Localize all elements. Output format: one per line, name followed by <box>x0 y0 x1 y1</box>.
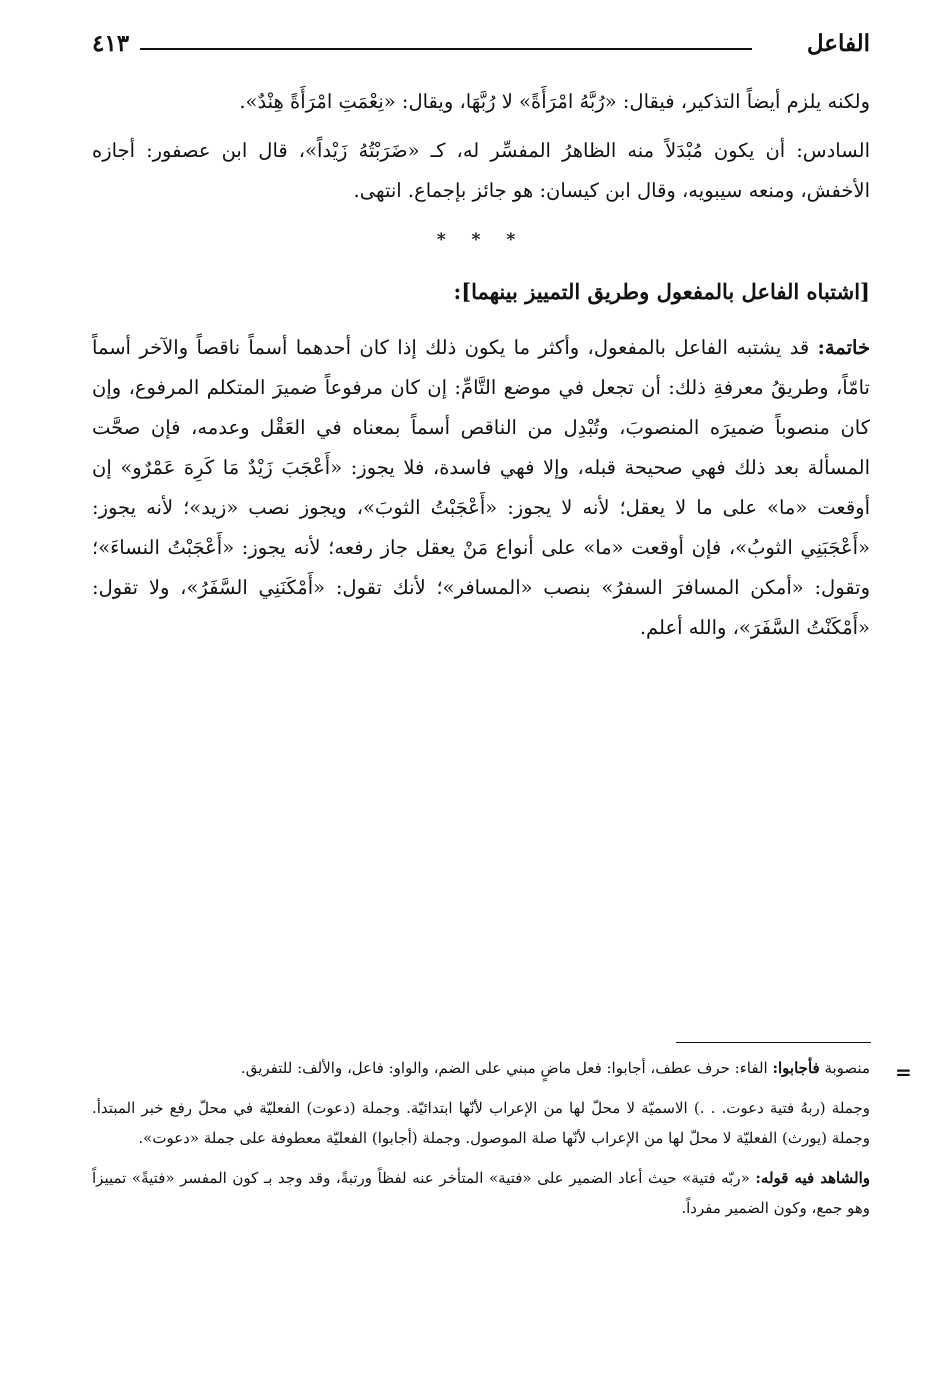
footnote-continuation-mark: = <box>895 1060 912 1084</box>
footnote-lead-ajabu: فأجابوا: <box>772 1059 820 1077</box>
running-head <box>92 28 870 68</box>
section-separator: * * * <box>436 230 526 250</box>
footnote-pre: منصوبة <box>819 1059 870 1077</box>
section-heading: [اشتباه الفاعل بالمفعول وطريق التمييز بينهما]: <box>453 279 870 304</box>
footnote-text-ajabu: الفاء: حرف عطف، أجابوا: فعل ماضٍ مبني على الضم، والواو: فاعل، والألف: للتفريق. <box>240 1059 773 1077</box>
header-rule <box>140 48 752 50</box>
paragraph-tadhkir: ولكنه يلزم أيضاً التذكير، فيقال: «رُبَّهُ امْرَأَةً» لا رُبَّهَا، ويقال: «نِعْمَتِ امْرَأَةً هِنْدٌ». <box>239 90 870 113</box>
conclusion-lead: خاتمة: <box>817 336 871 359</box>
footnote-text-shahid: «ربّه فتية» حيث أعاد الضمير على «فتية» المتأخر عنه لفظاً ورتبةً، وقد وجد بـ كون المفسر «فتيةً» تمييزاً وهو جمع، وكون الضمير مفرداً. <box>92 1169 870 1217</box>
conclusion-text: قد يشتبه الفاعل بالمفعول، وأكثر ما يكون ذلك إذا كان أحدهما أسماً ناقصاً والآخر أسماً تامّاً، وطريقُ معرفةِ ذلك: أن تجعل في موضع التَّامِّ: إن كان مرفوعاً ضميرَ المتكلم المرفوع، وإن كان منصوباً ضميرَه المنصوبَ، وتُبْدِل من الناقص أسماً بمعناه في العَقْل وعدمه، فإن صحَّت المسألة بعد ذلك فهي صحيحة قبله، وإلا فهي فاسدة، فلا يجوز: «أَعْجَبَ زَيْدٌ مَا كَرِهَ عَمْرٌو» إن أوقعت «ما» على ما لا يعقل؛ لأنه لا يجوز: «أَعْجَبْتُ الثوبَ»، ويجوز نصب «زيد»؛ لأنه يجوز: «أَعْجَبَنِي الثوبُ»، فإن أوقعت «ما» على أنواع مَنْ يعقل جاز رفعه؛ لأنه يجوز: «أَعْجَبْتُ النساءَ»؛ وتقول: «أمكن المسافرَ السفرُ» بنصب «المسافر»؛ لأنك تقول: «أَمْكَنَنِي السَّفَرُ»، ولا تقول: «أَمْكَنْتُ السَّفَرَ»، والله أعلم. <box>92 336 870 639</box>
footnote-sentences: وجملة (ربهُ فتية دعوت. . .) الاسميّة لا محلّ لها من الإعراب لأنّها ابتدائيّة. وجملة (دعوت) الفعليّة في محلّ رفع خبر المبتدأ. وجملة (يورث) الفعليّة لا محلّ لها من الإعراب لأنّها صلة الموصول. وجملة (أجابوا) الفعليّة معطوفة على جملة «دعوت». <box>92 1099 870 1147</box>
paragraph-sixth-case: السادس: أن يكون مُبْدَلاً منه الظاهرُ المفسِّر له، كـ «ضَرَبْتُهُ زَيْداً»، قال ابن عصفور: أجازه الأخفش، ومنعه سيبويه، وقال ابن كيسان: هو جائز بإجماع. انتهى. <box>92 139 870 202</box>
page-number: ٤١٣ <box>92 30 130 57</box>
main-text <box>92 82 870 657</box>
footnote-rule <box>676 1042 871 1043</box>
paragraph-conclusion <box>92 328 870 648</box>
footnote-lead-shahid: والشاهد فيه قوله: <box>755 1169 870 1187</box>
footnote-evidence <box>92 1163 870 1223</box>
footnote-parsing <box>92 1053 870 1083</box>
footnotes <box>92 1053 870 1233</box>
chapter-title: الفاعل <box>806 30 870 57</box>
